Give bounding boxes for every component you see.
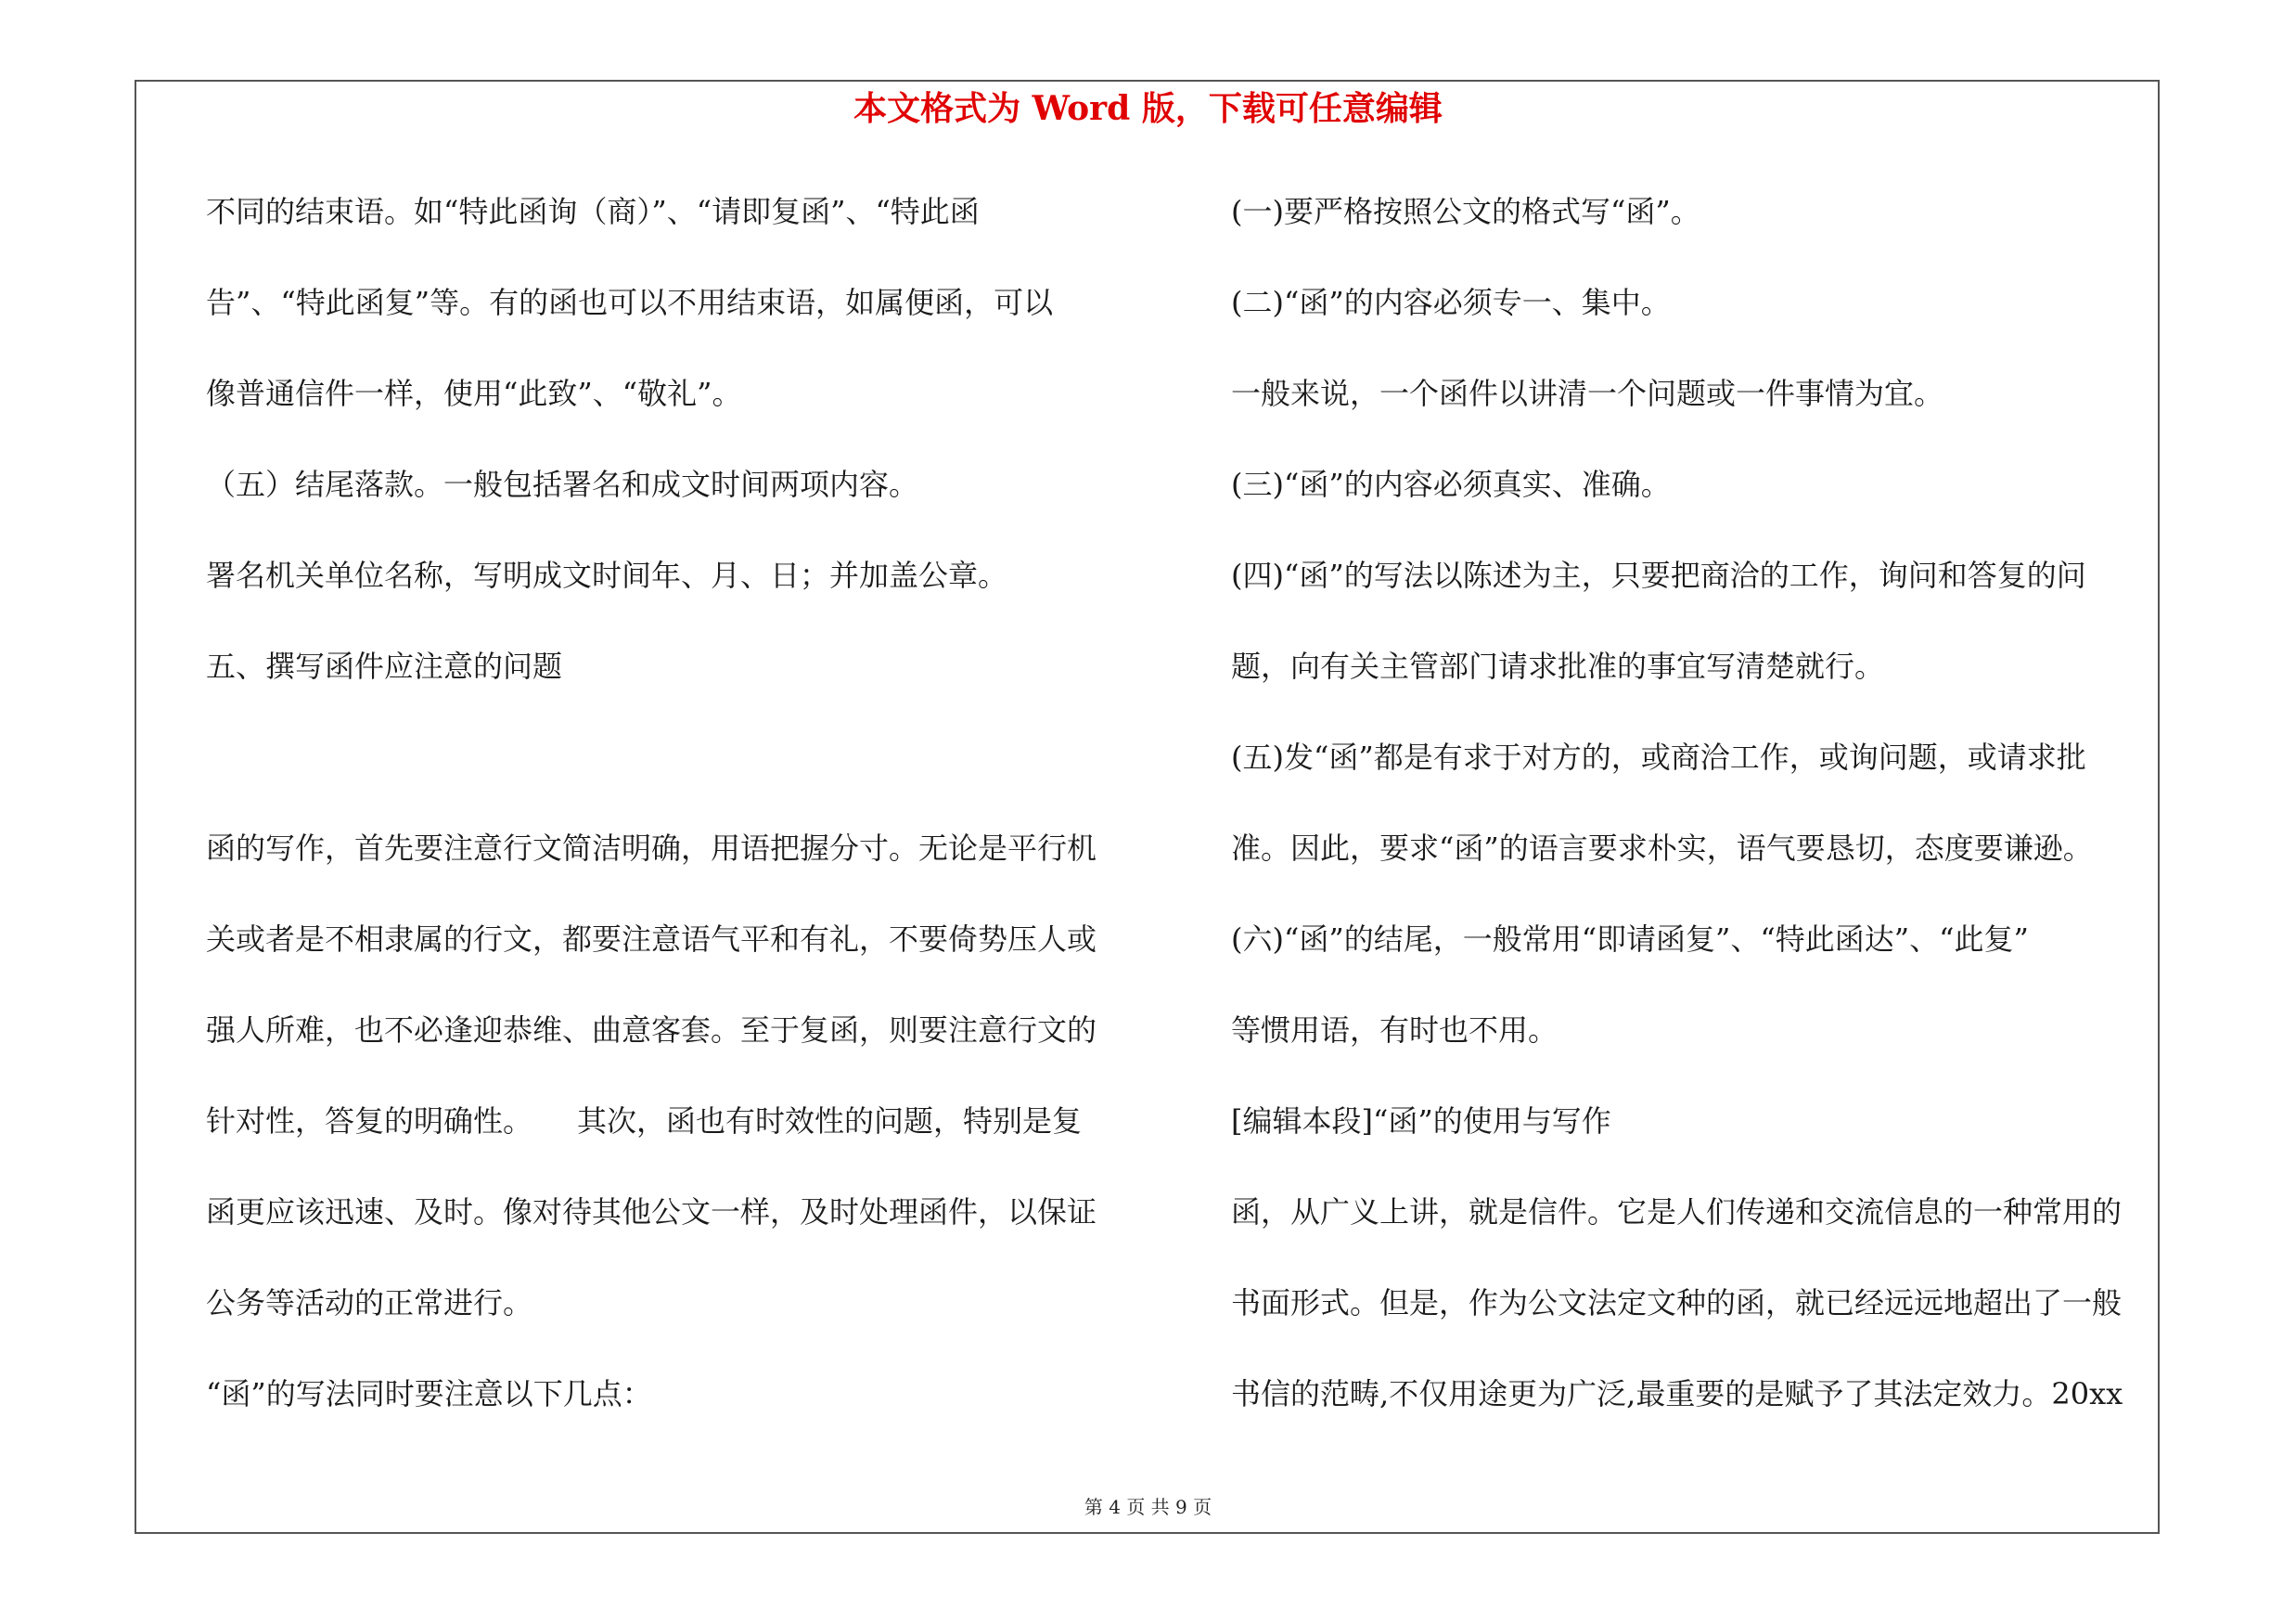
page-number: 第 4 页 共 9 页 bbox=[1084, 1496, 1212, 1518]
paragraph-line: 告”、“特此函复”等。有的函也可以不用结束语，如属便函，可以 bbox=[206, 285, 1054, 320]
paragraph-line: 关或者是不相隶属的行文，都要注意语气平和有礼，不要倚势压人或 bbox=[206, 921, 1097, 957]
paragraph-line: 不同的结束语。如“特此函询（商）”、“请即复函”、“特此函 bbox=[206, 194, 980, 229]
paragraph-line: (三)“函”的内容必须真实、准确。 bbox=[1231, 467, 1671, 502]
paragraph-line: (二)“函”的内容必须专一、集中。 bbox=[1231, 285, 1671, 320]
right-column bbox=[1231, 184, 2177, 1457]
paragraph-line: （五）结尾落款。一般包括署名和成文时间两项内容。 bbox=[206, 467, 919, 502]
document-banner: 本文格式为 Word 版，下载可任意编辑 bbox=[853, 89, 1443, 128]
paragraph-line: (五)发“函”都是有求于对方的，或商洽工作，或询问题，或请求批 bbox=[1231, 740, 2086, 775]
paragraph-line: 函的写作，首先要注意行文简洁明确，用语把握分寸。无论是平行机 bbox=[206, 831, 1097, 866]
paragraph-line: 等惯用语，有时也不用。 bbox=[1231, 1012, 1558, 1048]
paragraph-line: (六)“函”的结尾，一般常用“即请函复”、“特此函达”、“此复” bbox=[1231, 921, 2029, 957]
paragraph-line: 公务等活动的正常进行。 bbox=[206, 1285, 533, 1320]
left-column bbox=[206, 184, 1152, 1457]
paragraph-line: 署名机关单位名称，写明成文时间年、月、日；并加盖公章。 bbox=[206, 558, 1008, 593]
paragraph-line: (四)“函”的写法以陈述为主，只要把商洽的工作，询问和答复的问 bbox=[1231, 558, 2086, 593]
paragraph-line: 书信的范畴,不仅用途更为广泛,最重要的是赋予了其法定效力。20xx bbox=[1231, 1376, 2123, 1411]
paragraph-line: 强人所难，也不必逢迎恭维、曲意客套。至于复函，则要注意行文的 bbox=[206, 1012, 1097, 1048]
paragraph-line: 一般来说，一个函件以讲清一个问题或一件事情为宜。 bbox=[1231, 376, 1944, 411]
paragraph-line: 题，向有关主管部门请求批准的事宜写清楚就行。 bbox=[1231, 649, 1885, 684]
section-heading: 五、撰写函件应注意的问题 bbox=[206, 649, 563, 684]
paragraph-line: “函”的写法同时要注意以下几点： bbox=[206, 1376, 652, 1411]
blank-line bbox=[206, 729, 1152, 820]
paragraph-line: (一)要严格按照公文的格式写“函”。 bbox=[1231, 194, 1700, 229]
paragraph-line: 函，从广义上讲，就是信件。它是人们传递和交流信息的一种常用的 bbox=[1231, 1194, 2123, 1230]
paragraph-line: 函更应该迅速、及时。像对待其他公文一样，及时处理函件，以保证 bbox=[206, 1194, 1097, 1230]
section-heading: [编辑本段]“函”的使用与写作 bbox=[1231, 1103, 1611, 1139]
paragraph-line: 像普通信件一样，使用“此致”、“敬礼”。 bbox=[206, 376, 742, 411]
paragraph-line: 准。因此，要求“函”的语言要求朴实，语气要恳切，态度要谦逊。 bbox=[1231, 831, 2093, 866]
paragraph-line: 书面形式。但是，作为公文法定文种的函，就已经远远地超出了一般 bbox=[1231, 1285, 2123, 1320]
paragraph-line: 针对性，答复的明确性。 其次，函也有时效性的问题，特别是复 bbox=[206, 1103, 1083, 1139]
